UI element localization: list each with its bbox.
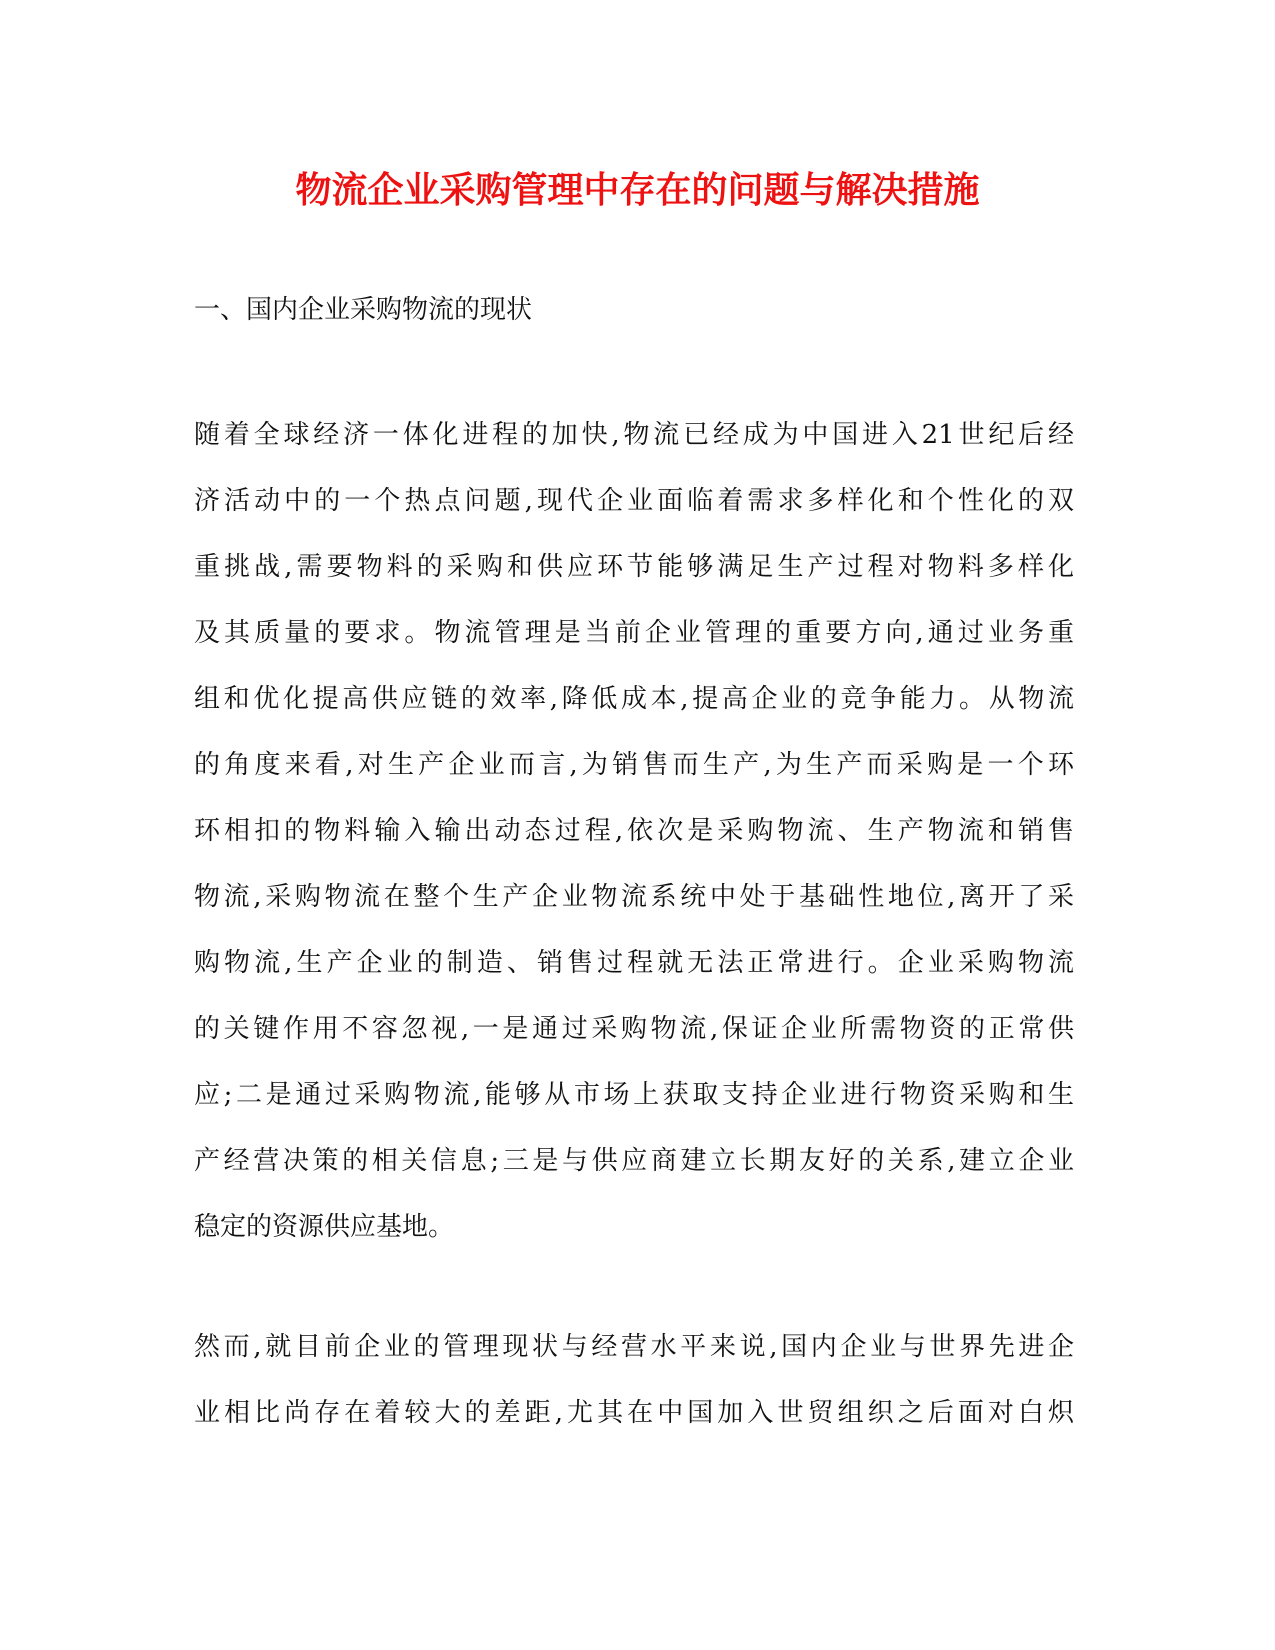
paragraph-line: 业相比尚存在着较大的差距,尤其在中国加入世贸组织之后面对白炽 <box>194 1398 1074 1428</box>
paragraph-1 <box>194 402 1074 1260</box>
paragraph-line: 组和优化提高供应链的效率,降低成本,提高企业的竞争能力。从物流 <box>194 684 1074 714</box>
paragraph-line: 重挑战,需要物料的采购和供应环节能够满足生产过程对物料多样化 <box>194 552 1074 582</box>
section-heading: 一、国内企业采购物流的现状 <box>194 295 533 325</box>
paragraph-line: 及其质量的要求。物流管理是当前企业管理的重要方向,通过业务重 <box>194 618 1074 648</box>
document-title: 物流企业采购管理中存在的问题与解决措施 <box>295 169 980 211</box>
paragraph-line: 应;二是通过采购物流,能够从市场上获取支持企业进行物资采购和生 <box>194 1080 1074 1110</box>
paragraph-line: 稳定的资源供应基地。 <box>194 1212 455 1242</box>
paragraph-line: 购物流,生产企业的制造、销售过程就无法正常进行。企业采购物流 <box>194 948 1074 978</box>
paragraph-line: 的关键作用不容忽视,一是通过采购物流,保证企业所需物资的正常供 <box>194 1014 1074 1044</box>
paragraph-line: 环相扣的物料输入输出动态过程,依次是采购物流、生产物流和销售 <box>194 816 1074 846</box>
paragraph-line: 然而,就目前企业的管理现状与经营水平来说,国内企业与世界先进企 <box>194 1332 1074 1362</box>
paragraph-line: 产经营决策的相关信息;三是与供应商建立长期友好的关系,建立企业 <box>194 1146 1074 1176</box>
paragraph-line: 的角度来看,对生产企业而言,为销售而生产,为生产而采购是一个环 <box>194 750 1074 780</box>
paragraph-2 <box>194 1314 1074 1446</box>
paragraph-line: 物流,采购物流在整个生产企业物流系统中处于基础性地位,离开了采 <box>194 882 1074 912</box>
paragraph-line: 济活动中的一个热点问题,现代企业面临着需求多样化和个性化的双 <box>194 486 1074 516</box>
paragraph-line: 随着全球经济一体化进程的加快,物流已经成为中国进入21世纪后经 <box>194 420 1074 450</box>
